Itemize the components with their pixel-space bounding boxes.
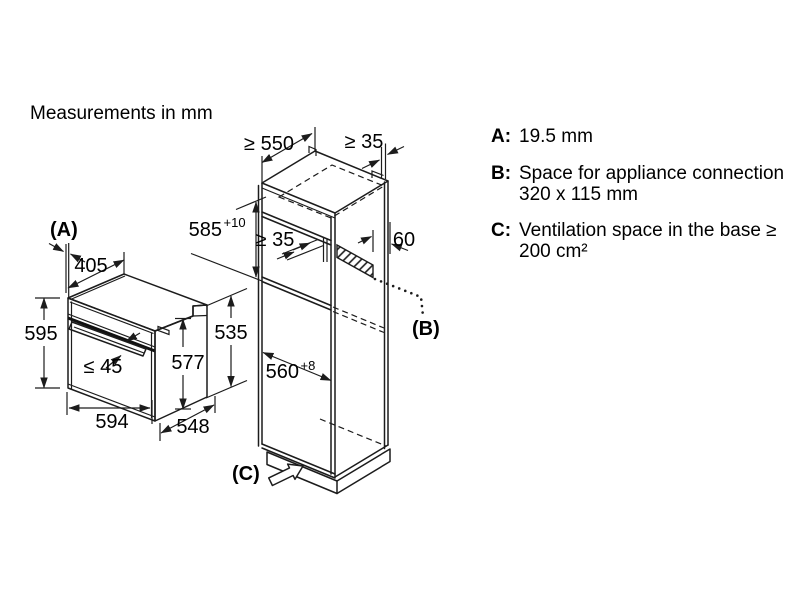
cabinet-callout-b-label: (B): [412, 318, 440, 340]
dim-550: [244, 127, 315, 184]
dim-548: [160, 396, 215, 441]
dim-594: [67, 392, 152, 433]
connection-area-hatch: [337, 245, 373, 278]
dim-label-405: 405: [74, 255, 108, 277]
dim-label-594: 594: [95, 411, 129, 433]
cabinet-lower-shelf: [262, 277, 331, 310]
dim-label-560: 560: [265, 361, 299, 383]
dim-label-577: 577: [171, 352, 205, 374]
cabinet-drawing: [259, 147, 424, 494]
dim-label-560-tol: +8: [300, 358, 316, 373]
oven-drawing: [68, 274, 207, 421]
legend-key-b: B:: [491, 163, 512, 184]
dim-label-550: ≥ 550: [244, 133, 294, 155]
cabinet-dimensions: [189, 127, 440, 485]
dim-label-60: 60: [392, 229, 416, 251]
leader-line-b: [375, 279, 423, 316]
cabinet-hidden-bottom-edge: [320, 419, 386, 446]
dim-560: [263, 353, 331, 384]
legend-text-b2: 320 x 115 mm: [519, 184, 638, 205]
cabinet-top-face: [262, 151, 388, 213]
oven-callout-a-label: (A): [50, 219, 78, 241]
dim-label-548: 548: [176, 416, 210, 438]
dim-535: [206, 289, 248, 399]
cabinet-back-panel-gap: [324, 237, 328, 262]
dim-label-595: 595: [24, 323, 58, 345]
dim-handle-clearance: [84, 333, 140, 378]
oven-panel-line: [68, 314, 155, 347]
oven-top-left-inner-edge: [71, 276, 126, 300]
diagram-title: Measurements in mm: [30, 103, 213, 124]
dim-label-585-tol: +10: [223, 215, 246, 230]
cabinet-side-bottom-edge: [335, 445, 388, 477]
dim-label-35-wall: ≥ 35: [344, 131, 384, 153]
cabinet-callout-c-label: (C): [232, 463, 260, 485]
oven-top-inner-edge: [70, 302, 154, 334]
dim-60: [358, 222, 415, 254]
dim-label-35-shelf: ≥ 35: [255, 229, 295, 251]
dim-577: [171, 319, 204, 410]
dim-585: [189, 197, 266, 281]
dim-405: [68, 252, 124, 288]
cabinet-hidden-shelf-edge2: [333, 312, 384, 333]
legend-text-c1: Ventilation space in the base ≥: [519, 220, 777, 241]
legend-key-a: A:: [491, 126, 512, 147]
dim-label-45: ≤ 45: [83, 356, 123, 378]
legend-text-b1: Space for appliance connection: [519, 163, 785, 184]
legend-text-c2: 200 cm²: [519, 241, 588, 262]
oven-dimensions: [24, 219, 247, 441]
dim-label-535: 535: [214, 322, 248, 344]
oven-panel-dark-strip: [68, 318, 155, 351]
legend-key-c: C:: [491, 220, 512, 241]
legend-text-a: 19.5 mm: [519, 126, 593, 147]
dim-label-585: 585: [188, 219, 222, 241]
cabinet-top-inner-edge: [262, 188, 335, 218]
cabinet-hidden-shelf-edge1: [333, 307, 384, 328]
oven-notch-shoulder: [193, 316, 207, 317]
dim-595: [24, 298, 60, 388]
